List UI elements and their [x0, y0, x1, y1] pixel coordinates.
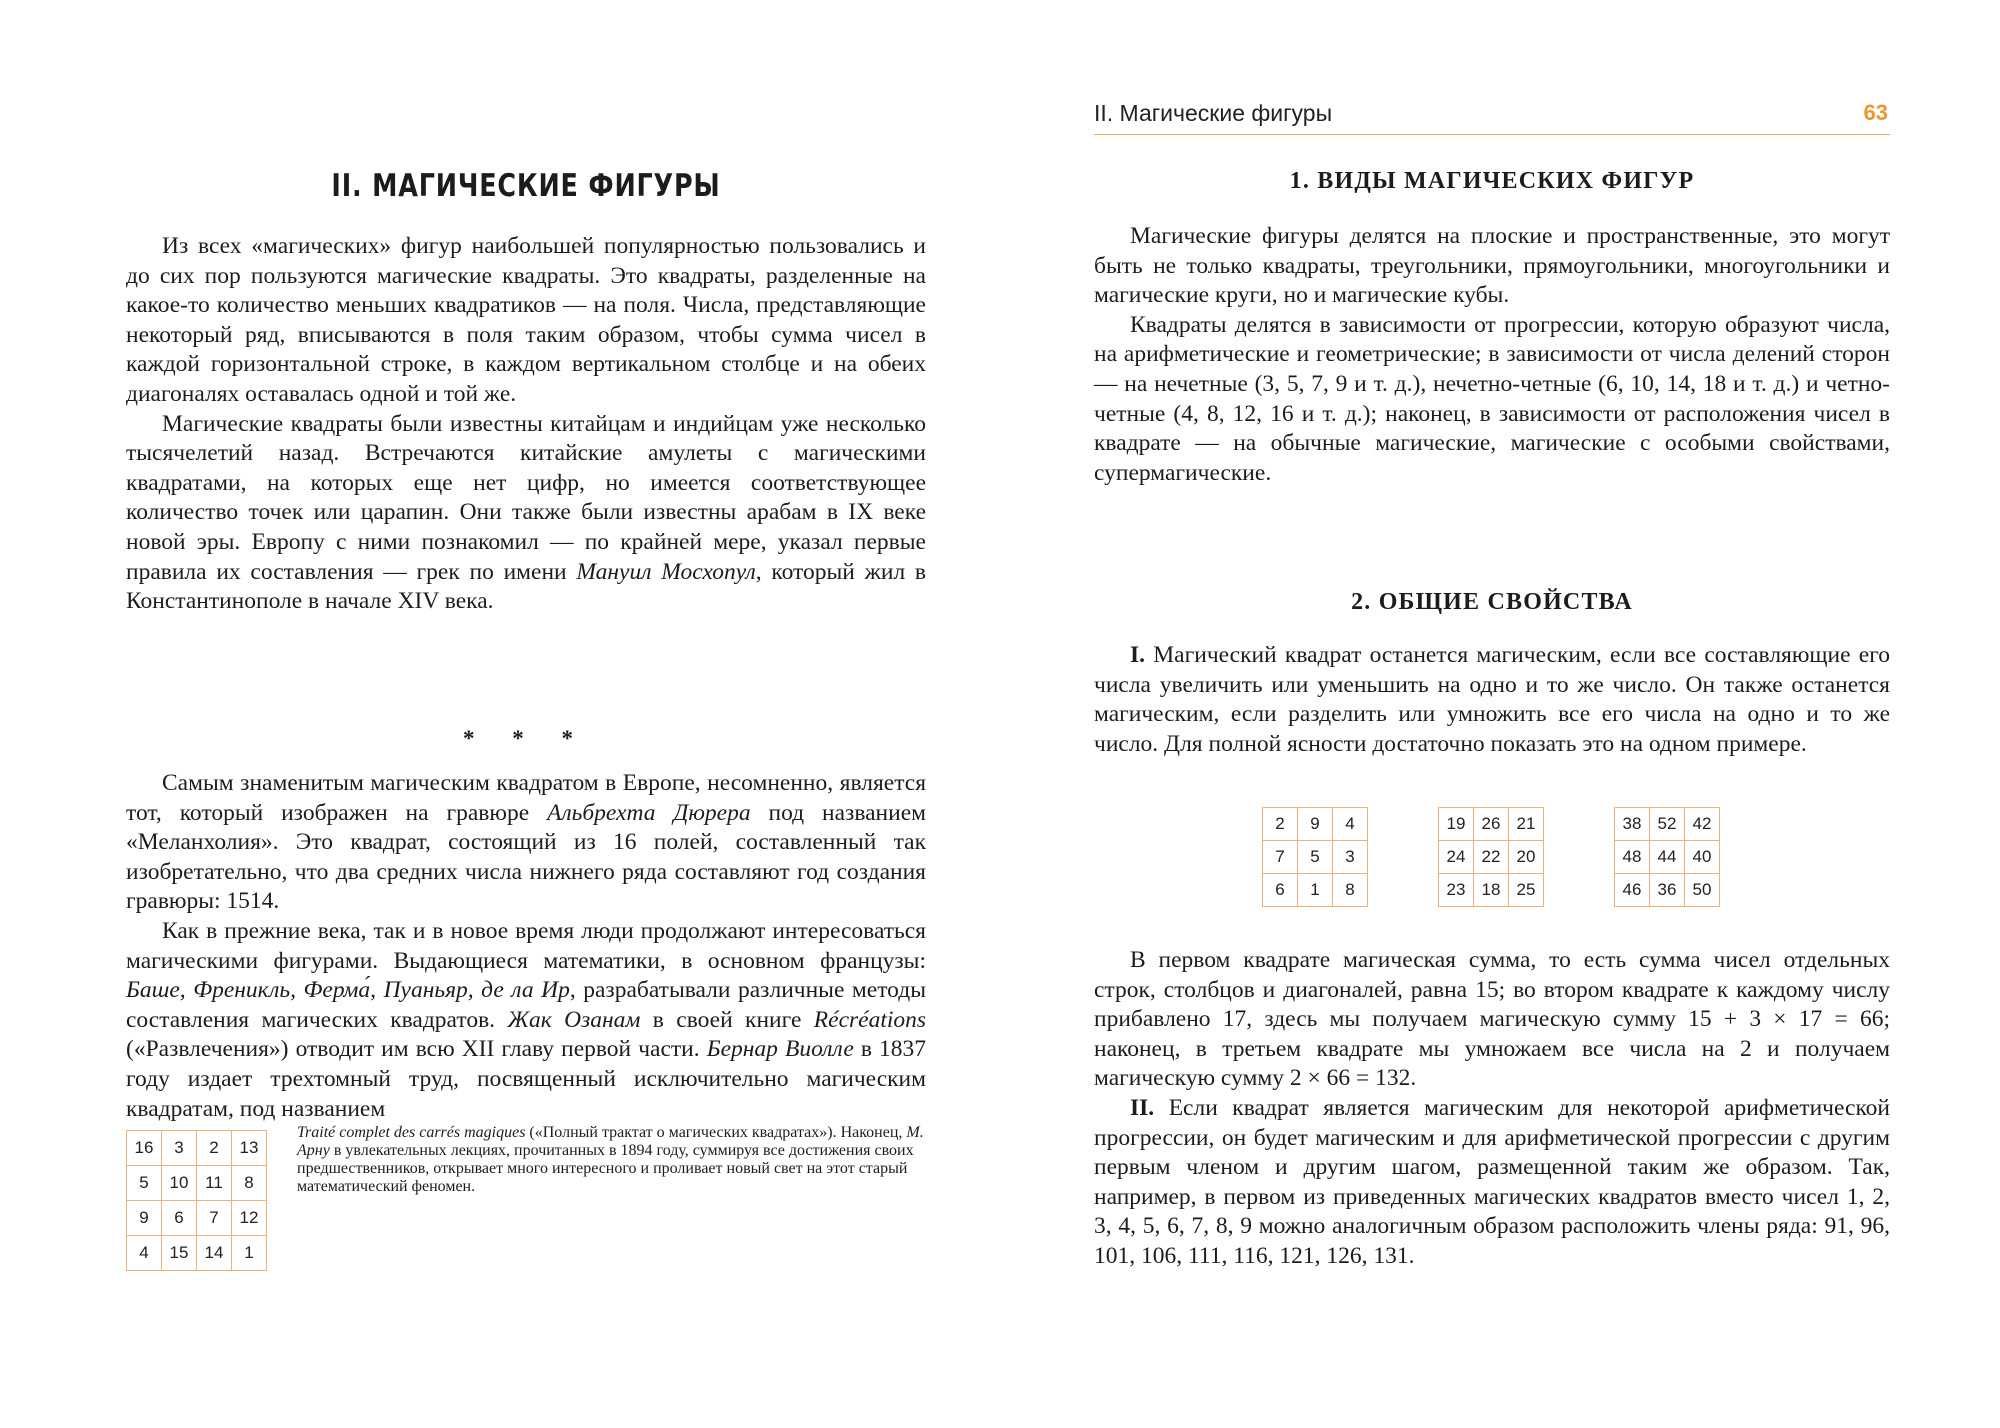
square-1-row — [1263, 874, 1368, 907]
square-1-cell: 9 — [1298, 808, 1333, 841]
s1-paragraph-1: Магические фигуры делятся на плоские и пространственные, это могут быть не только квадраты, треугольники, прямоугольники, многоугольники и магические круги, но и магические кубы. — [1094, 223, 1890, 309]
square-3-cell: 42 — [1685, 808, 1720, 841]
magic-square-1 — [1262, 807, 1368, 907]
section-2-title: 2. ОБЩИЕ СВОЙСТВА — [1351, 589, 1633, 615]
durer-square-row — [127, 1201, 267, 1236]
paragraph-history: Магические квадраты были известны китайцам и индийцам уже несколько тысячелетий назад. Встречаются китайские амулеты с магическими квадратами, на которых еще нет цифр, но имеется соответствующее количество точек или царапин. Они также были известны арабам в IX веке новой эры. Европу с ними познакомил — по крайней мере, указал первые правила их составления — грек по имени Мануил Мосхопул, который жил в Константинополе в начале XIV века. — [126, 410, 927, 615]
durer-square-cell: 8 — [232, 1166, 267, 1201]
square-2-cell: 20 — [1509, 841, 1544, 874]
square-3-cell: 48 — [1615, 841, 1650, 874]
square-1-cell: 2 — [1263, 808, 1298, 841]
right-page — [1094, 0, 1890, 1428]
section-2-text-a — [1094, 641, 1890, 759]
section-2-text-b — [1094, 946, 1890, 1272]
paragraph-intro: Из всех «магических» фигур наибольшей популярностью пользовались и до сих пор пользуются магические квадраты. Это квадраты, разделенные на какое-то количество меньших квадратиков — на поля. Числа, представляющие некоторый ряд, вписываются в поля таким образом, чтобы сумма чисел в каждой горизонтальной строке, в каждом вертикальном столбце и на обеих диагоналях оставалась одной и той же. — [126, 233, 926, 407]
square-1-cell: 1 — [1298, 874, 1333, 907]
durer-square-cell: 3 — [162, 1131, 197, 1166]
square-3-cell: 50 — [1685, 874, 1720, 907]
paragraph-durer: Самым знаменитым магическим квадратом в Европе, несомненно, является тот, который изображен на гравюре Альбрехта Дюрера под названием «Меланхолия». Это квадрат, состоящий из 16 полей, составленный так изобретательно, что два средних числа нижнего ряда составляют год создания гравюры: 1514. — [126, 770, 927, 915]
name-ozanam: Жак Озанам — [507, 1006, 641, 1033]
durer-square-cell: 13 — [232, 1131, 267, 1166]
left-text-block-1 — [126, 232, 926, 617]
square-3-cell: 40 — [1685, 841, 1720, 874]
durer-square-cell: 14 — [197, 1236, 232, 1271]
durer-square-cell: 4 — [127, 1236, 162, 1271]
square-3-cell: 36 — [1650, 874, 1685, 907]
square-2-cell: 26 — [1474, 808, 1509, 841]
magic-square-3 — [1614, 807, 1720, 907]
page-number: 63 — [1863, 100, 1888, 125]
durer-square-cell: 16 — [127, 1131, 162, 1166]
durer-square-cell: 11 — [197, 1166, 232, 1201]
square-1-cell: 7 — [1263, 841, 1298, 874]
section-1-title: 1. ВИДЫ МАГИЧЕСКИХ ФИГУР — [1289, 168, 1695, 194]
s2-paragraph-3: II. Если квадрат является магическим для некоторой арифметической прогрессии, он будет магическим и для арифметической прогрессии с другим первым членом и другим шагом, размещенной таким же образом. Так, например, в первом из приведенных магических квадратов вместо чисел 1, 2, 3, 4, 5, 6, 7, 8, 9 можно аналогичным образом расположить члены ряда: 91, 96, 101, 106, 111, 116, 121, 126, 131. — [1094, 1094, 1891, 1269]
durer-magic-square — [126, 1130, 267, 1271]
square-2-row — [1439, 874, 1544, 907]
square-2-cell: 24 — [1439, 841, 1474, 874]
durer-square-cell: 12 — [232, 1201, 267, 1236]
square-2-cell: 18 — [1474, 874, 1509, 907]
chapter-title: II. МАГИЧЕСКИЕ ФИГУРЫ — [331, 168, 721, 204]
square-3-cell: 52 — [1650, 808, 1685, 841]
durer-square-cell: 10 — [162, 1166, 197, 1201]
name-moschopulos: Мануил Мосхопул — [576, 558, 756, 585]
section-separator: * * * — [463, 726, 589, 751]
durer-square-cell: 2 — [197, 1131, 232, 1166]
square-2-cell: 19 — [1439, 808, 1474, 841]
magic-square-2 — [1438, 807, 1544, 907]
book-traite: Traité complet des carrés magiques — [297, 1124, 526, 1142]
square-1-cell: 4 — [1333, 808, 1368, 841]
name-durer: Альбрехта Дюрера — [547, 799, 751, 826]
name-viollet: Бернар Виолле — [706, 1036, 854, 1063]
square-3-row — [1615, 874, 1720, 907]
square-3-row — [1615, 808, 1720, 841]
square-2-cell: 21 — [1509, 808, 1544, 841]
names-mathematicians: Баше, Френикль, Ферма́, Пуаньяр, де ла Ир — [126, 977, 570, 1004]
square-2-cell: 22 — [1474, 841, 1509, 874]
running-header — [1094, 100, 1890, 135]
square-3-row — [1615, 841, 1720, 874]
left-text-block-2: Самым знаменитым магическим квадратом в Европе, несомненно, является тот, который изображен на гравюре Альбрехта Дюрера под названием «Меланхолия». Это квадрат, состоящий из 16 полей, составленный так изобретательно, что два средних числа нижнего ряда составляют год создания гравюры: 1514. Как в прежние века, так и в новое время люди продолжают интересоваться магическими фигурами. Выдающиеся математики, в основном французы: Баше, Френикль, Ферма́, Пуаньяр, де ла Ир, разрабатывали различные методы составления магических квадратов. Жак Озанам в своей книге Récréations («Развлечения») отводит им всю XII главу первой части. Бернар Виолле в 1837 году издает трехтомный труд, посвященный исключительно магическим квадратам, под названием 16 3 2 13 5 10 11 8 9 6 7 12 4 15 14 1 Traité complet des carrés magiques («Полный трактат о магических квадратах»). Наконец, М. Арну в увлекательных лекциях, прочитанных в 1894 году, суммируя все достижения своих предшественников, открывает много интересного и проливает новый свет на этот старый математический феномен. — [126, 769, 926, 1275]
s2-paragraph-2: В первом квадрате магическая сумма, то есть сумма чисел отдельных строк, столбцов и диагоналей, равна 15; во втором квадрате к каждому числу прибавлено 17, здесь мы получаем магическую сумму 15 + 3 × 17 = 66; наконец, в третьем квадрате мы умножаем все числа на 2 и получаем магическую сумму 2 × 66 = 132. — [1094, 947, 1890, 1092]
running-title: II. Магические фигуры — [1094, 100, 1333, 126]
square-2-row — [1439, 808, 1544, 841]
s2-paragraph-1: I. Магический квадрат останется магическим, если все составляющие его числа увеличить или уменьшить на одно и то же число. Он также останется магическим, если разделить или умножить все его числа на одно и то же число. Для полной ясности достаточно показать это на одном примере. — [1094, 642, 1890, 757]
section-1-text — [1094, 222, 1890, 488]
durer-square-cell: 9 — [127, 1201, 162, 1236]
durer-square-row — [127, 1236, 267, 1271]
square-1-row — [1263, 808, 1368, 841]
left-page — [126, 0, 926, 1428]
square-1-cell: 8 — [1333, 874, 1368, 907]
durer-square-row — [127, 1131, 267, 1166]
durer-square-cell: 15 — [162, 1236, 197, 1271]
durer-square-cell: 5 — [127, 1166, 162, 1201]
square-2-row — [1439, 841, 1544, 874]
square-3-cell: 38 — [1615, 808, 1650, 841]
square-2-cell: 23 — [1439, 874, 1474, 907]
square-1-cell: 5 — [1298, 841, 1333, 874]
durer-square-cell: 6 — [162, 1201, 197, 1236]
square-1-cell: 6 — [1263, 874, 1298, 907]
durer-square-cell: 1 — [232, 1236, 267, 1271]
square-3-cell: 44 — [1650, 841, 1685, 874]
square-3-cell: 46 — [1615, 874, 1650, 907]
square-1-cell: 3 — [1333, 841, 1368, 874]
square-2-cell: 25 — [1509, 874, 1544, 907]
durer-square-cell: 7 — [197, 1201, 232, 1236]
paragraph-mathematicians: Как в прежние века, так и в новое время люди продолжают интересоваться магическими фигурами. Выдающиеся математики, в основном французы: Баше, Френикль, Ферма́, Пуаньяр, де ла Ир, разрабатывали различные методы составления магических квадратов. Жак Озанам в своей книге Récréations («Развлечения») отводит им всю XII главу первой части. Бернар Виолле в 1837 году издает трехтомный труд, посвященный исключительно магическим квадратам, под названием — [126, 917, 927, 1122]
s1-paragraph-2: Квадраты делятся в зависимости от прогрессии, которую образуют числа, на арифметические и геометрические; в зависимости от числа делений сторон — на нечетные (3, 5, 7, 9 и т. д.), нечетно-четные (6, 10, 14, 18 и т. д.) и четно-четные (4, 8, 12, 16 и т. д.); наконец, в зависимости от расположения чисел в квадрате — на обычные магические, магические с особыми свойствами, супермагические. — [1094, 311, 1890, 486]
book-recreations: Récréations — [813, 1006, 927, 1033]
durer-square-row — [127, 1166, 267, 1201]
square-1-row — [1263, 841, 1368, 874]
name-arnu: М. Арну — [297, 1124, 924, 1160]
